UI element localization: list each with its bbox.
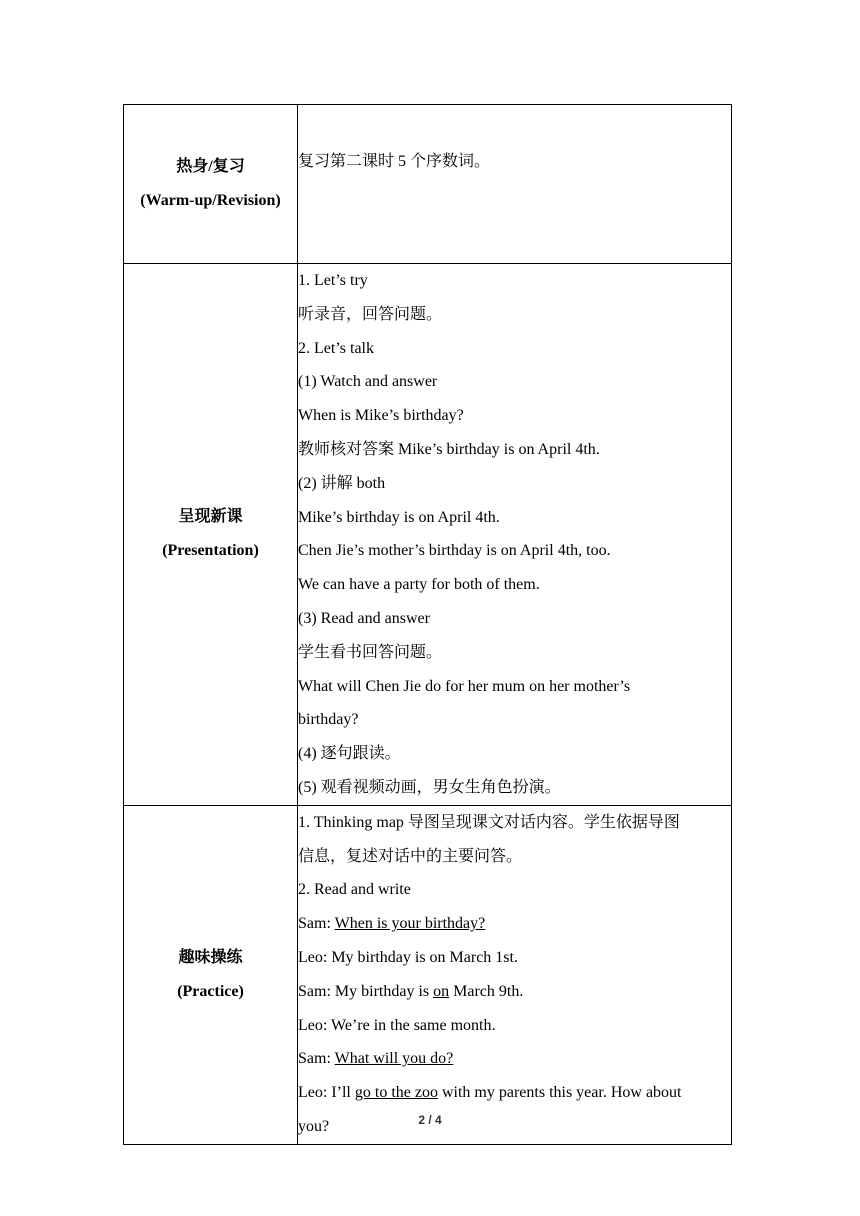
dialogue-answer: When is your birthday? bbox=[334, 915, 486, 933]
activity-line: (3) Read and answer bbox=[298, 609, 430, 627]
stage-cell bbox=[124, 805, 298, 1144]
activity-line: What will Chen Jie do for her mum on her mother’s bbox=[298, 677, 631, 695]
stage-cell bbox=[124, 264, 298, 806]
activity-line: (1) Watch and answer bbox=[298, 373, 438, 391]
activity-line: 1. Let’s try bbox=[298, 272, 368, 289]
activity-line: (5) 观看视频动画，男女生角色扮演。 bbox=[298, 778, 561, 796]
stage-title-cn: 趣味操练 bbox=[178, 948, 243, 966]
activity-line: 学生看书回答问题。 bbox=[298, 643, 443, 661]
activity-line: 复习第二课时 5 个序数词。 bbox=[298, 153, 491, 170]
dialogue-text: Sam: bbox=[298, 915, 335, 933]
stage-title-cn: 热身/复习 bbox=[176, 158, 245, 175]
dialogue-text: Leo: We’re in the same month. bbox=[298, 1016, 496, 1034]
activity-line: (2) 讲解 both bbox=[298, 474, 386, 492]
dialogue-line bbox=[298, 941, 731, 975]
stage-title-en: (Practice) bbox=[177, 982, 244, 1000]
practice-row bbox=[124, 805, 732, 1144]
stage-title-en: (Warm-up/Revision) bbox=[140, 192, 281, 209]
activity-line: (4) 逐句跟读。 bbox=[298, 745, 401, 763]
activity-line: 2. Let’s talk bbox=[298, 339, 374, 357]
activity-cell bbox=[298, 805, 732, 1144]
dialogue-text: with my parents this year. How about bbox=[437, 1084, 682, 1102]
activity-cell bbox=[298, 105, 732, 264]
lesson-plan-table bbox=[123, 104, 732, 1145]
stage-title-en: (Presentation) bbox=[162, 542, 259, 560]
dialogue-line bbox=[298, 907, 731, 941]
dialogue-text: Sam: My birthday is bbox=[298, 982, 434, 1000]
activity-cell bbox=[298, 264, 732, 806]
activity-line: When is Mike’s birthday? bbox=[298, 407, 464, 425]
activity-line: 听录音，回答问题。 bbox=[298, 305, 443, 323]
activity-line: 2. Read and write bbox=[298, 881, 411, 899]
dialogue-line bbox=[298, 1009, 731, 1043]
dialogue-text: you? bbox=[298, 1117, 330, 1135]
page-number: 2 / 4 bbox=[418, 1113, 442, 1127]
activity-line: 信息，复述对话中的主要问答。 bbox=[298, 847, 523, 865]
activity-line: Chen Jie’s mother’s birthday is on April 4th, too. bbox=[298, 542, 611, 560]
warmup-row bbox=[124, 105, 732, 264]
dialogue-line bbox=[298, 1076, 731, 1110]
dialogue-answer: go to the zoo bbox=[354, 1084, 438, 1102]
stage-cell bbox=[124, 105, 298, 264]
dialogue-text: Sam: bbox=[298, 1050, 335, 1068]
activity-line: We can have a party for both of them. bbox=[298, 576, 540, 594]
stage-title-cn: 呈现新课 bbox=[178, 508, 243, 526]
dialogue-answer: What will you do? bbox=[334, 1050, 454, 1068]
activity-line: Mike’s birthday is on April 4th. bbox=[298, 508, 500, 526]
dialogue-text: March 9th. bbox=[449, 982, 524, 1000]
presentation-row bbox=[124, 264, 732, 806]
dialogue-text: Leo: I’ll bbox=[298, 1084, 355, 1102]
dialogue-text: Leo: My birthday is on March 1st. bbox=[298, 948, 518, 966]
activity-line: 教师核对答案 Mike’s birthday is on April 4th. bbox=[298, 440, 600, 458]
activity-line: birthday? bbox=[298, 711, 359, 729]
dialogue-line bbox=[298, 975, 731, 1009]
dialogue-answer: on bbox=[433, 982, 450, 1000]
activity-line: 1. Thinking map 导图呈现课文对话内容。学生依据导图 bbox=[298, 813, 680, 831]
dialogue-line bbox=[298, 1042, 731, 1076]
